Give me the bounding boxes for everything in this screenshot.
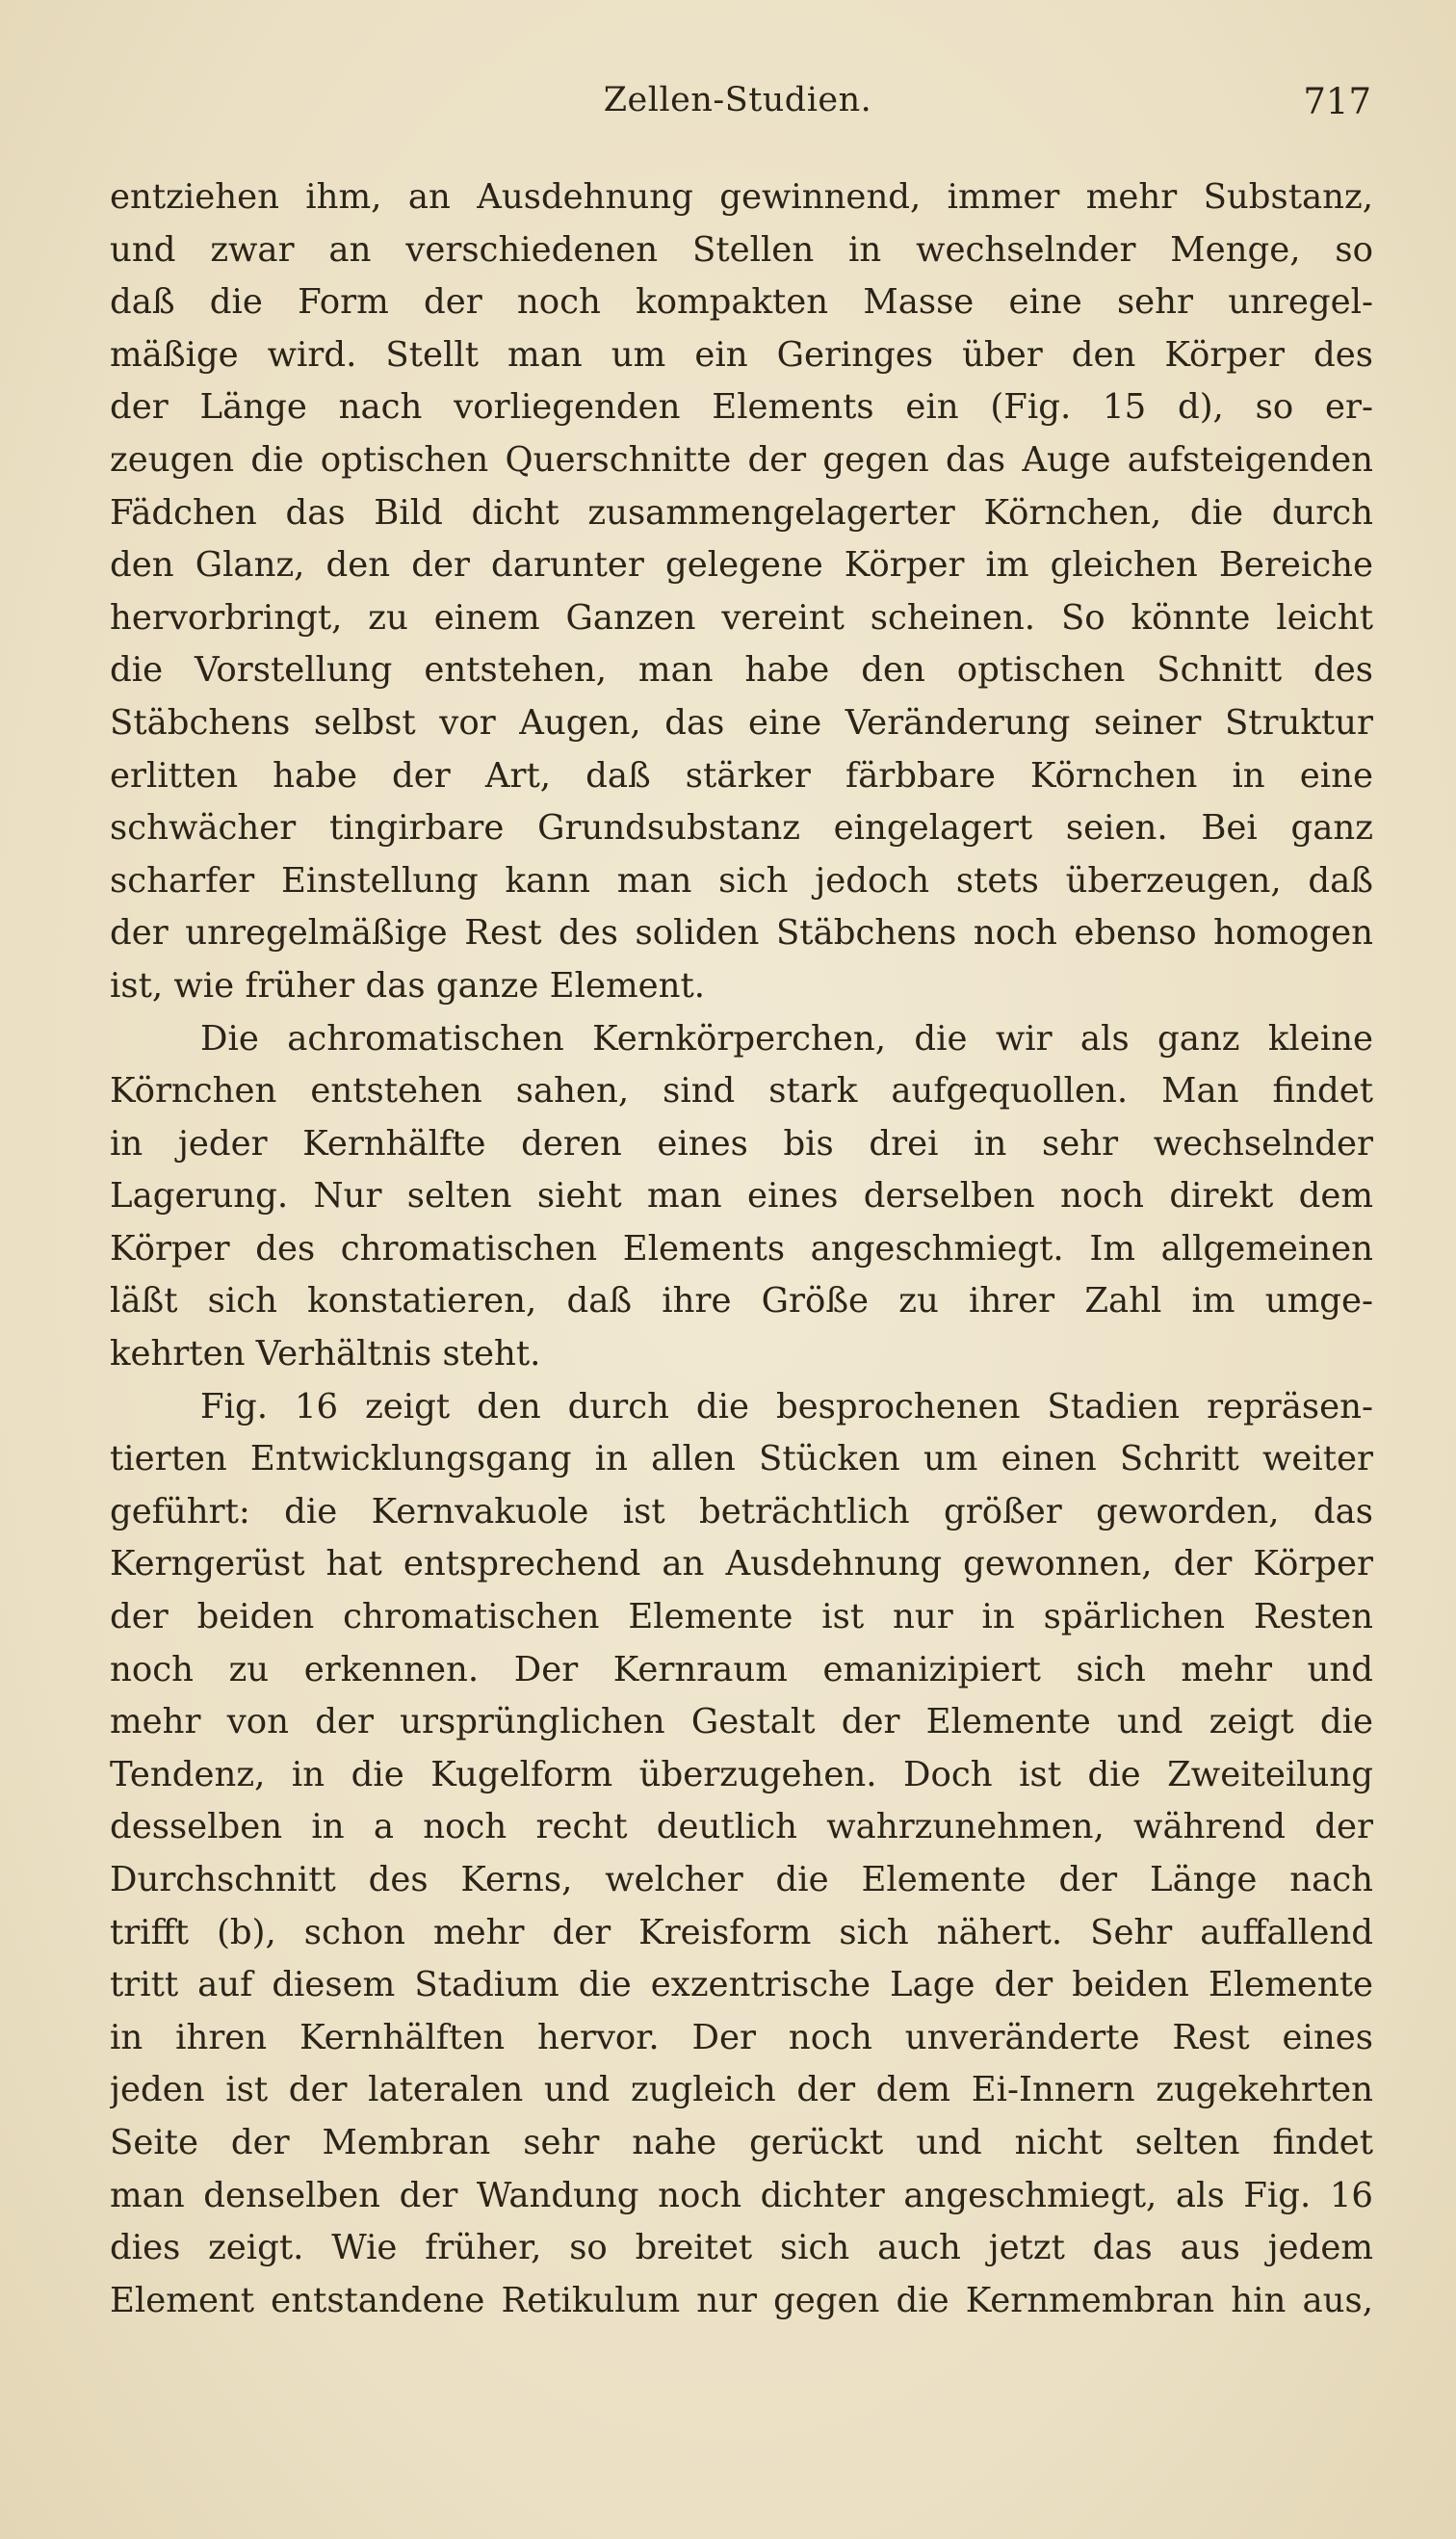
text-line: jeden ist der lateralen und zugleich der dem Ei-Innern zugekehrten bbox=[110, 2070, 1373, 2110]
text-line: erlitten habe der Art, daß stärker färbbare Körnchen in eine bbox=[110, 755, 1373, 796]
text-line: entziehen ihm, an Ausdehnung gewinnend, immer mehr Substanz, bbox=[110, 177, 1373, 217]
text-line: läßt sich konstatieren, daß ihre Größe zu ihrer Zahl im umge- bbox=[110, 1281, 1373, 1322]
text-line: in jeder Kernhälfte deren eines bis drei in sehr wechselnder bbox=[110, 1123, 1373, 1164]
page-number: 717 bbox=[1303, 81, 1371, 122]
text-line: Körper des chromatischen Elements angeschmiegt. Im allgemeinen bbox=[110, 1228, 1373, 1269]
paragraph bbox=[110, 1381, 1373, 2328]
text-line: schwächer tingirbare Grundsubstanz eingelagert seien. Bei ganz bbox=[110, 808, 1373, 849]
text-line: und zwar an verschiedenen Stellen in wechselnder Menge, so bbox=[110, 229, 1373, 270]
paragraph bbox=[110, 171, 1373, 1013]
text-line: Körnchen entstehen sahen, sind stark aufgequollen. Man findet bbox=[110, 1071, 1373, 1112]
text-line: zeugen die optischen Querschnitte der gegen das Auge aufsteigenden bbox=[110, 439, 1373, 480]
text-line: Fädchen das Bild dicht zusammengelagerter Körnchen, die durch bbox=[110, 492, 1373, 533]
text-line: mehr von der ursprünglichen Gestalt der Elemente und zeigt die bbox=[110, 1702, 1373, 1742]
text-line: tritt auf diesem Stadium die exzentrische Lage der beiden Elemente bbox=[110, 1965, 1373, 2005]
text-line: man denselben der Wandung noch dichter angeschmiegt, als Fig. 16 bbox=[110, 2175, 1373, 2215]
text-line: in ihren Kernhälften hervor. Der noch unveränderte Rest eines bbox=[110, 2017, 1373, 2057]
text-line: noch zu erkennen. Der Kernraum emanizipiert sich mehr und bbox=[110, 1649, 1373, 1689]
running-head bbox=[0, 81, 1456, 139]
body-text bbox=[110, 171, 1373, 2327]
text-line: hervorbringt, zu einem Ganzen vereint scheinen. So könnte leicht bbox=[110, 597, 1373, 638]
text-line: desselben in a noch recht deutlich wahrzunehmen, während der bbox=[110, 1807, 1373, 1847]
text-line: ist, wie früher das ganze Element. bbox=[110, 965, 706, 1006]
text-line: Die achromatischen Kernkörperchen, die wir als ganz kleine bbox=[200, 1018, 1373, 1059]
text-line: Lagerung. Nur selten sieht man eines derselben noch direkt dem bbox=[110, 1176, 1373, 1217]
text-line: Stäbchens selbst vor Augen, das eine Veränderung seiner Struktur bbox=[110, 702, 1373, 743]
text-line: die Vorstellung entstehen, man habe den optischen Schnitt des bbox=[110, 650, 1373, 691]
text-line: scharfer Einstellung kann man sich jedoch stets überzeugen, daß bbox=[110, 860, 1373, 901]
text-line: der Länge nach vorliegenden Elements ein (Fig. 15 d), so er- bbox=[110, 387, 1373, 428]
text-line: Durchschnitt des Kerns, welcher die Elemente der Länge nach bbox=[110, 1860, 1373, 1899]
text-line: Tendenz, in die Kugelform überzugehen. Doch ist die Zweiteilung bbox=[110, 1754, 1373, 1794]
text-line: mäßige wird. Stellt man um ein Geringes über den Körper des bbox=[110, 334, 1373, 375]
text-line: den Glanz, den der darunter gelegene Körper im gleichen Bereiche bbox=[110, 545, 1373, 586]
text-line: trifft (b), schon mehr der Kreisform sich nähert. Sehr auffallend bbox=[110, 1912, 1373, 1952]
text-line: der unregelmäßige Rest des soliden Stäbchens noch ebenso homogen bbox=[110, 913, 1373, 954]
text-line: geführt: die Kernvakuole ist beträchtlich größer geworden, das bbox=[110, 1491, 1373, 1531]
text-line: daß die Form der noch kompakten Masse eine sehr unregel- bbox=[110, 282, 1373, 323]
paragraph bbox=[110, 1013, 1373, 1381]
text-line: kehrten Verhältnis steht. bbox=[110, 1334, 541, 1374]
running-title: Zellen-Studien. bbox=[603, 81, 872, 119]
text-line: Fig. 16 zeigt den durch die besprochenen Stadien repräsen- bbox=[200, 1386, 1373, 1427]
text-line: tierten Entwicklungsgang in allen Stücken um einen Schritt weiter bbox=[110, 1439, 1373, 1479]
text-line: Element entstandene Retikulum nur gegen die Kernmembran hin aus, bbox=[110, 2280, 1373, 2320]
text-line: dies zeigt. Wie früher, so breitet sich auch jetzt das aus jedem bbox=[110, 2228, 1373, 2268]
text-line: Seite der Membran sehr nahe gerückt und nicht selten findet bbox=[110, 2122, 1373, 2162]
text-line: der beiden chromatischen Elemente ist nur in spärlichen Resten bbox=[110, 1597, 1373, 1637]
text-line: Kerngerüst hat entsprechend an Ausdehnung gewonnen, der Körper bbox=[110, 1544, 1373, 1584]
